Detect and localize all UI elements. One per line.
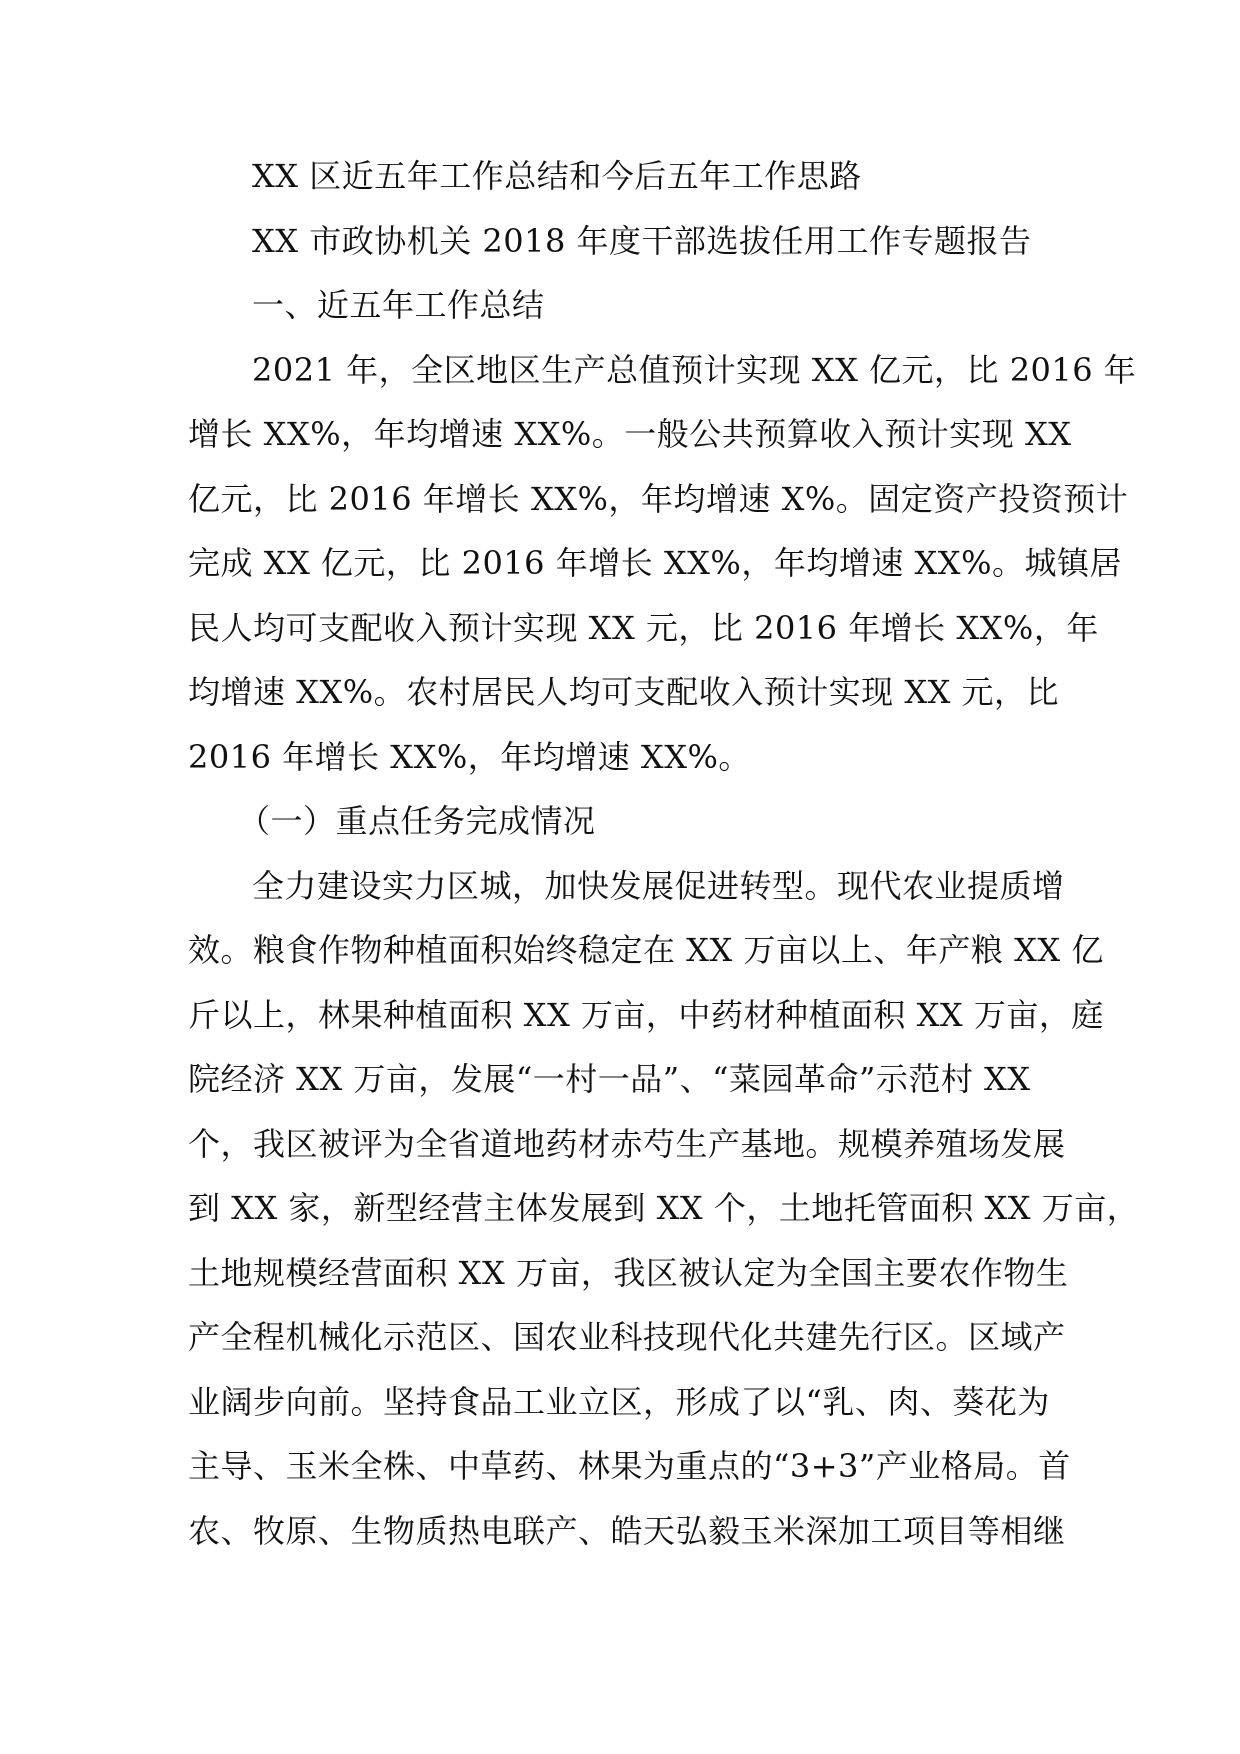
paragraph-line: 到 XX 家，新型经营主体发展到 XX 个，土地托管面积 XX 万亩， xyxy=(188,1189,1140,1227)
paragraph-line: 产全程机械化示范区、国农业科技现代化共建先行区。区域产 xyxy=(188,1318,1066,1356)
document-body xyxy=(188,144,1140,1563)
paragraph-line: 农、牧原、生物质热电联产、皓天弘毅玉米深加工项目等相继 xyxy=(188,1511,1066,1550)
paragraph-line: 2021 年，全区地区生产总值预计实现 XX 亿元，比 2016 年 xyxy=(252,350,1137,389)
paragraph-line: 效。粮食作物种植面积始终稳定在 XX 万亩以上、年产粮 XX 亿 xyxy=(188,931,1104,969)
paragraph-line: 均增速 XX%。农村居民人均可支配收入预计实现 XX 元，比 xyxy=(188,673,1060,711)
paragraph-line: 土地规模经营面积 XX 万亩，我区被认定为全国主要农作物生 xyxy=(188,1253,1069,1292)
paragraph-line: 增长 XX%，年均增速 XX%。一般公共预算收入预计实现 XX xyxy=(188,415,1072,453)
paragraph-line: 亿元，比 2016 年增长 XX%，年均增速 X%。固定资产投资预计 xyxy=(188,479,1129,518)
document-title: XX 区近五年工作总结和今后五年工作思路 xyxy=(252,157,862,195)
paragraph-line: 斤以上，林果种植面积 XX 万亩，中药材种植面积 XX 万亩，庭 xyxy=(188,995,1104,1034)
subsection-heading: （一）重点任务完成情况 xyxy=(238,802,596,840)
section-heading: 一、近五年工作总结 xyxy=(252,286,545,324)
paragraph-line: 2016 年增长 XX%，年均增速 XX%。 xyxy=(188,737,751,776)
paragraph-line: 民人均可支配收入预计实现 XX 元，比 2016 年增长 XX%，年 xyxy=(188,608,1099,647)
paragraph-line: 业阔步向前。坚持食品工业立区，形成了以“乳、肉、葵花为 xyxy=(188,1382,1050,1421)
paragraph-line: 院经济 XX 万亩，发展“一村一品”、“菜园革命”示范村 XX xyxy=(188,1060,1031,1098)
paragraph-line: 主导、玉米全株、中草药、林果为重点的“3+3”产业格局。首 xyxy=(188,1447,1071,1485)
paragraph-line: 全力建设实力区城，加快发展促进转型。现代农业提质增 xyxy=(252,866,1065,905)
paragraph-line: 个，我区被评为全省道地药材赤芍生产基地。规模养殖场发展 xyxy=(188,1124,1066,1163)
paragraph-line: 完成 XX 亿元，比 2016 年增长 XX%，年均增速 XX%。城镇居 xyxy=(188,544,1122,582)
document-subtitle: XX 市政协机关 2018 年度干部选拔任用工作专题报告 xyxy=(252,221,1032,260)
